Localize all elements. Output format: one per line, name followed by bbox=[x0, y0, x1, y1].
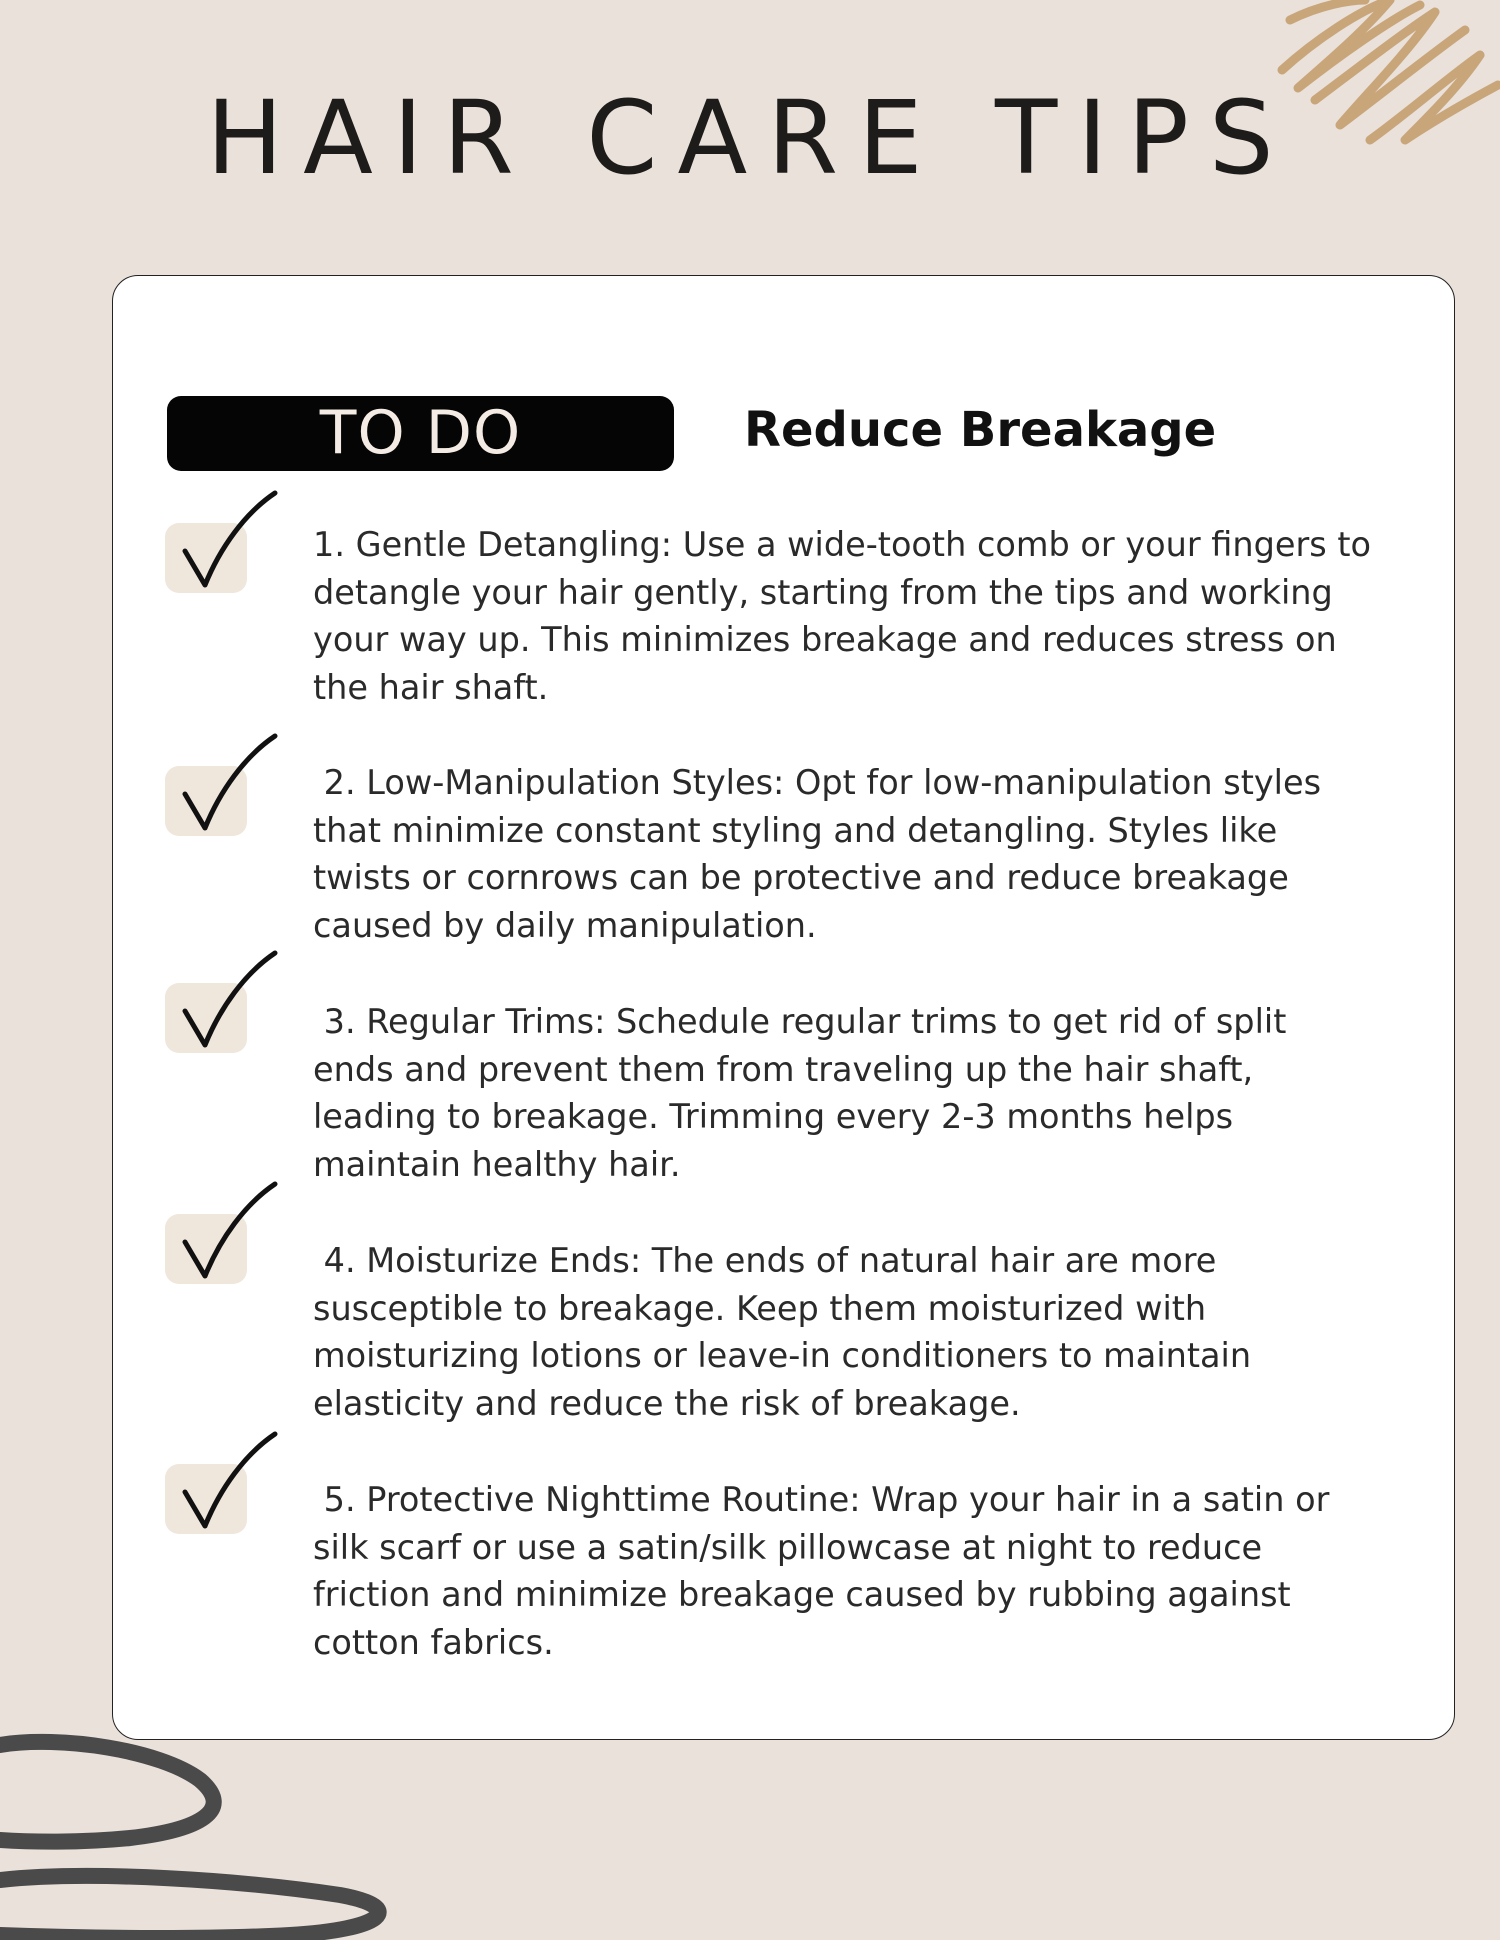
checkbox[interactable] bbox=[165, 766, 247, 836]
section-title: Reduce Breakage bbox=[744, 402, 1217, 458]
checkbox[interactable] bbox=[165, 1464, 247, 1534]
checkmark-icon bbox=[175, 953, 275, 1053]
page-title: HAIR CARE TIPS bbox=[206, 79, 1294, 198]
tip-text: 5. Protective Nighttime Routine: Wrap your hair in a satin or silk scarf or use a satin/silk pillowcase at night to reduce friction and minimize breakage caused by rubbing against cotton fabrics. bbox=[313, 1480, 1330, 1662]
tips-card bbox=[112, 275, 1455, 1740]
checkbox[interactable] bbox=[165, 523, 247, 593]
checkmark-icon bbox=[175, 493, 275, 593]
tip-text: 2. Low-Manipulation Styles: Opt for low-manipulation styles that minimize constant styling and detangling. Styles like twists or cornrows can be protective and reduce breakage caused by daily manipulation. bbox=[313, 763, 1322, 945]
checkbox[interactable] bbox=[165, 983, 247, 1053]
checkmark-icon bbox=[175, 736, 275, 836]
checkbox[interactable] bbox=[165, 1214, 247, 1284]
tip-text: 4. Moisturize Ends: The ends of natural hair are more susceptible to breakage. Keep them moisturized with moisturizing lotions or leave-in conditioners to maintain elasticity and reduce the risk of breakage. bbox=[313, 1241, 1252, 1423]
checkmark-icon bbox=[175, 1184, 275, 1284]
todo-badge: TO DO bbox=[167, 396, 674, 471]
dark-scribble-decoration bbox=[0, 1720, 420, 1940]
tip-text: 1. Gentle Detangling: Use a wide-tooth comb or your fingers to detangle your hair gently, starting from the tips and working your way up. This minimizes breakage and reduces stress on the hair shaft. bbox=[313, 525, 1372, 707]
tip-text: 3. Regular Trims: Schedule regular trims to get rid of split ends and prevent them from traveling up the hair shaft, leading to breakage. Trimming every 2-3 months helps maintain healthy hair. bbox=[313, 1002, 1287, 1184]
checkmark-icon bbox=[175, 1434, 275, 1534]
